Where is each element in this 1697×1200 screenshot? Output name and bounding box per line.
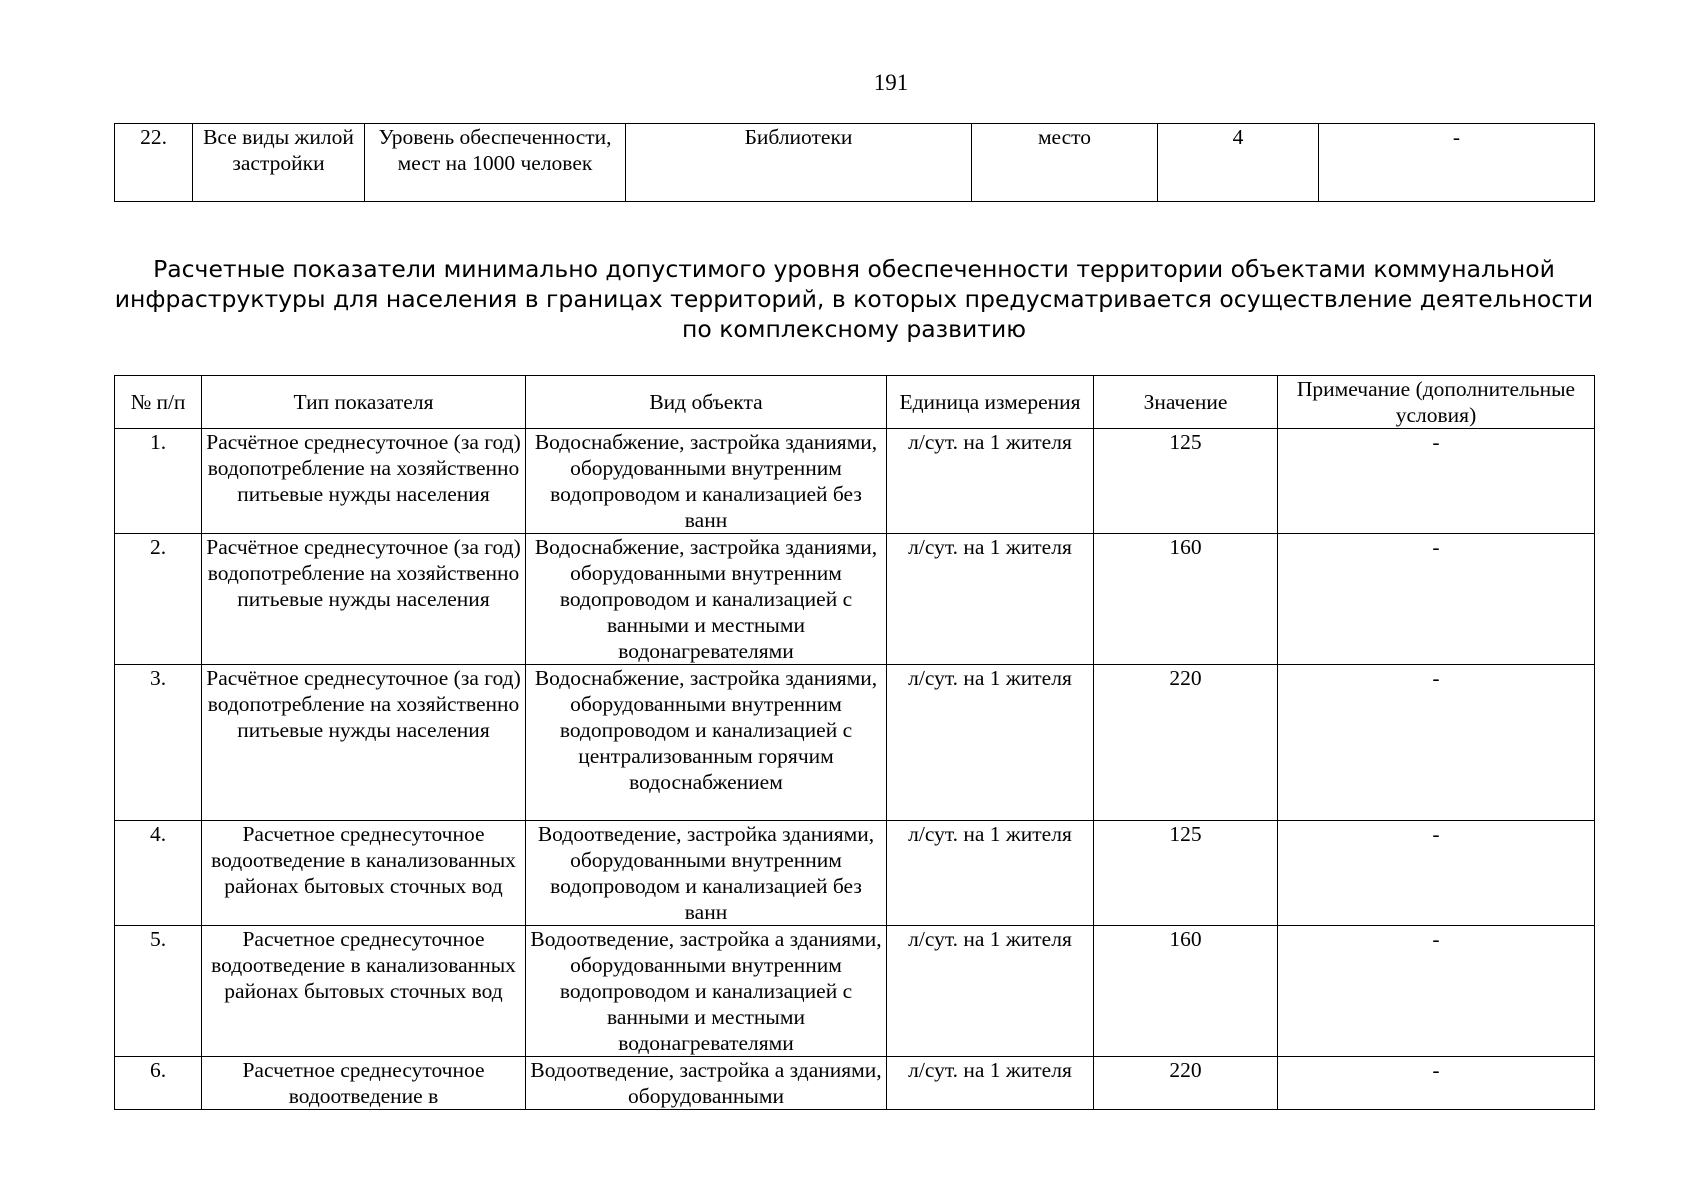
table-row bbox=[115, 821, 1595, 926]
value-cell: 125 bbox=[1094, 429, 1278, 534]
continuation-table bbox=[114, 123, 1595, 202]
object-type: Водоснабжение, застройка зданиями, оборудованными внутренним водопроводом и канализацией с централизованным горячим водоснабжением bbox=[526, 665, 887, 821]
unit-cell: л/сут. на 1 жителя bbox=[887, 665, 1094, 821]
indicator-type: Расчётное среднесуточное (за год) водопотребление на хозяйственно питьевые нужды населения bbox=[202, 665, 526, 821]
row-number: 4. bbox=[115, 821, 202, 926]
note-cell: - bbox=[1278, 534, 1595, 665]
value-cell: 4 bbox=[1158, 124, 1319, 202]
note-cell: - bbox=[1278, 665, 1595, 821]
indicator-cell: Уровень обеспеченности, мест на 1000 человек bbox=[365, 124, 626, 202]
row-number: 6. bbox=[115, 1057, 202, 1110]
value-cell: 125 bbox=[1094, 821, 1278, 926]
row-number: 1. bbox=[115, 429, 202, 534]
value-cell: 160 bbox=[1094, 534, 1278, 665]
table-header-row bbox=[115, 376, 1595, 429]
object-type: Водоотведение, застройка зданиями, оборудованными внутренним водопроводом и канализацией без ванн bbox=[526, 821, 887, 926]
object-type: Водоотведение, застройка а зданиями, оборудованными bbox=[526, 1057, 887, 1110]
table-row bbox=[115, 429, 1595, 534]
table-row bbox=[115, 1057, 1595, 1110]
header-note: Примечание (дополнительные условия) bbox=[1278, 376, 1595, 429]
indicators-table bbox=[114, 375, 1595, 1110]
indicator-type: Расчётное среднесуточное (за год) водопотребление на хозяйственно питьевые нужды населения bbox=[202, 534, 526, 665]
header-value: Значение bbox=[1094, 376, 1278, 429]
object-type: Водоснабжение, застройка зданиями, оборудованными внутренним водопроводом и канализацией с ванными и местными водонагревателями bbox=[526, 534, 887, 665]
unit-cell: л/сут. на 1 жителя bbox=[887, 821, 1094, 926]
header-num: № п/п bbox=[115, 376, 202, 429]
table-row bbox=[115, 124, 1595, 202]
header-object: Вид объекта bbox=[526, 376, 887, 429]
value-cell: 220 bbox=[1094, 665, 1278, 821]
table-row bbox=[115, 534, 1595, 665]
unit-cell: л/сут. на 1 жителя bbox=[887, 926, 1094, 1057]
note-cell: - bbox=[1278, 926, 1595, 1057]
note-cell: - bbox=[1278, 821, 1595, 926]
value-cell: 220 bbox=[1094, 1057, 1278, 1110]
indicator-type: Расчетное среднесуточное водоотведение в канализованных районах бытовых сточных вод bbox=[202, 821, 526, 926]
note-cell: - bbox=[1319, 124, 1595, 202]
indicator-type: Расчётное среднесуточное (за год) водопотребление на хозяйственно питьевые нужды населения bbox=[202, 429, 526, 534]
object-type: Водоснабжение, застройка зданиями, оборудованными внутренним водопроводом и канализацией без ванн bbox=[526, 429, 887, 534]
object-type: Водоотведение, застройка а зданиями, оборудованными внутренним водопроводом и канализацией с ванными и местными водонагревателями bbox=[526, 926, 887, 1057]
header-unit: Единица измерения bbox=[887, 376, 1094, 429]
row-number: 22. bbox=[115, 124, 193, 202]
object-cell: Библиотеки bbox=[626, 124, 972, 202]
note-cell: - bbox=[1278, 1057, 1595, 1110]
header-type: Тип показателя bbox=[202, 376, 526, 429]
value-cell: 160 bbox=[1094, 926, 1278, 1057]
row-number: 5. bbox=[115, 926, 202, 1057]
table-row bbox=[115, 665, 1595, 821]
zone-cell: Все виды жилой застройки bbox=[193, 124, 365, 202]
unit-cell: л/сут. на 1 жителя bbox=[887, 1057, 1094, 1110]
indicator-type: Расчетное среднесуточное водоотведение в bbox=[202, 1057, 526, 1110]
section-title: Расчетные показатели минимально допустимого уровня обеспеченности территории объектами коммунальной инфраструктуры для населения в границах территорий, в которых предусматривается осуществление деятельности по комплексному развитию bbox=[114, 255, 1594, 343]
table-row bbox=[115, 926, 1595, 1057]
note-cell: - bbox=[1278, 429, 1595, 534]
row-number: 2. bbox=[115, 534, 202, 665]
row-number: 3. bbox=[115, 665, 202, 821]
page-number: 191 bbox=[873, 70, 909, 95]
unit-cell: л/сут. на 1 жителя bbox=[887, 534, 1094, 665]
indicator-type: Расчетное среднесуточное водоотведение в канализованных районах бытовых сточных вод bbox=[202, 926, 526, 1057]
unit-cell: место bbox=[972, 124, 1158, 202]
unit-cell: л/сут. на 1 жителя bbox=[887, 429, 1094, 534]
